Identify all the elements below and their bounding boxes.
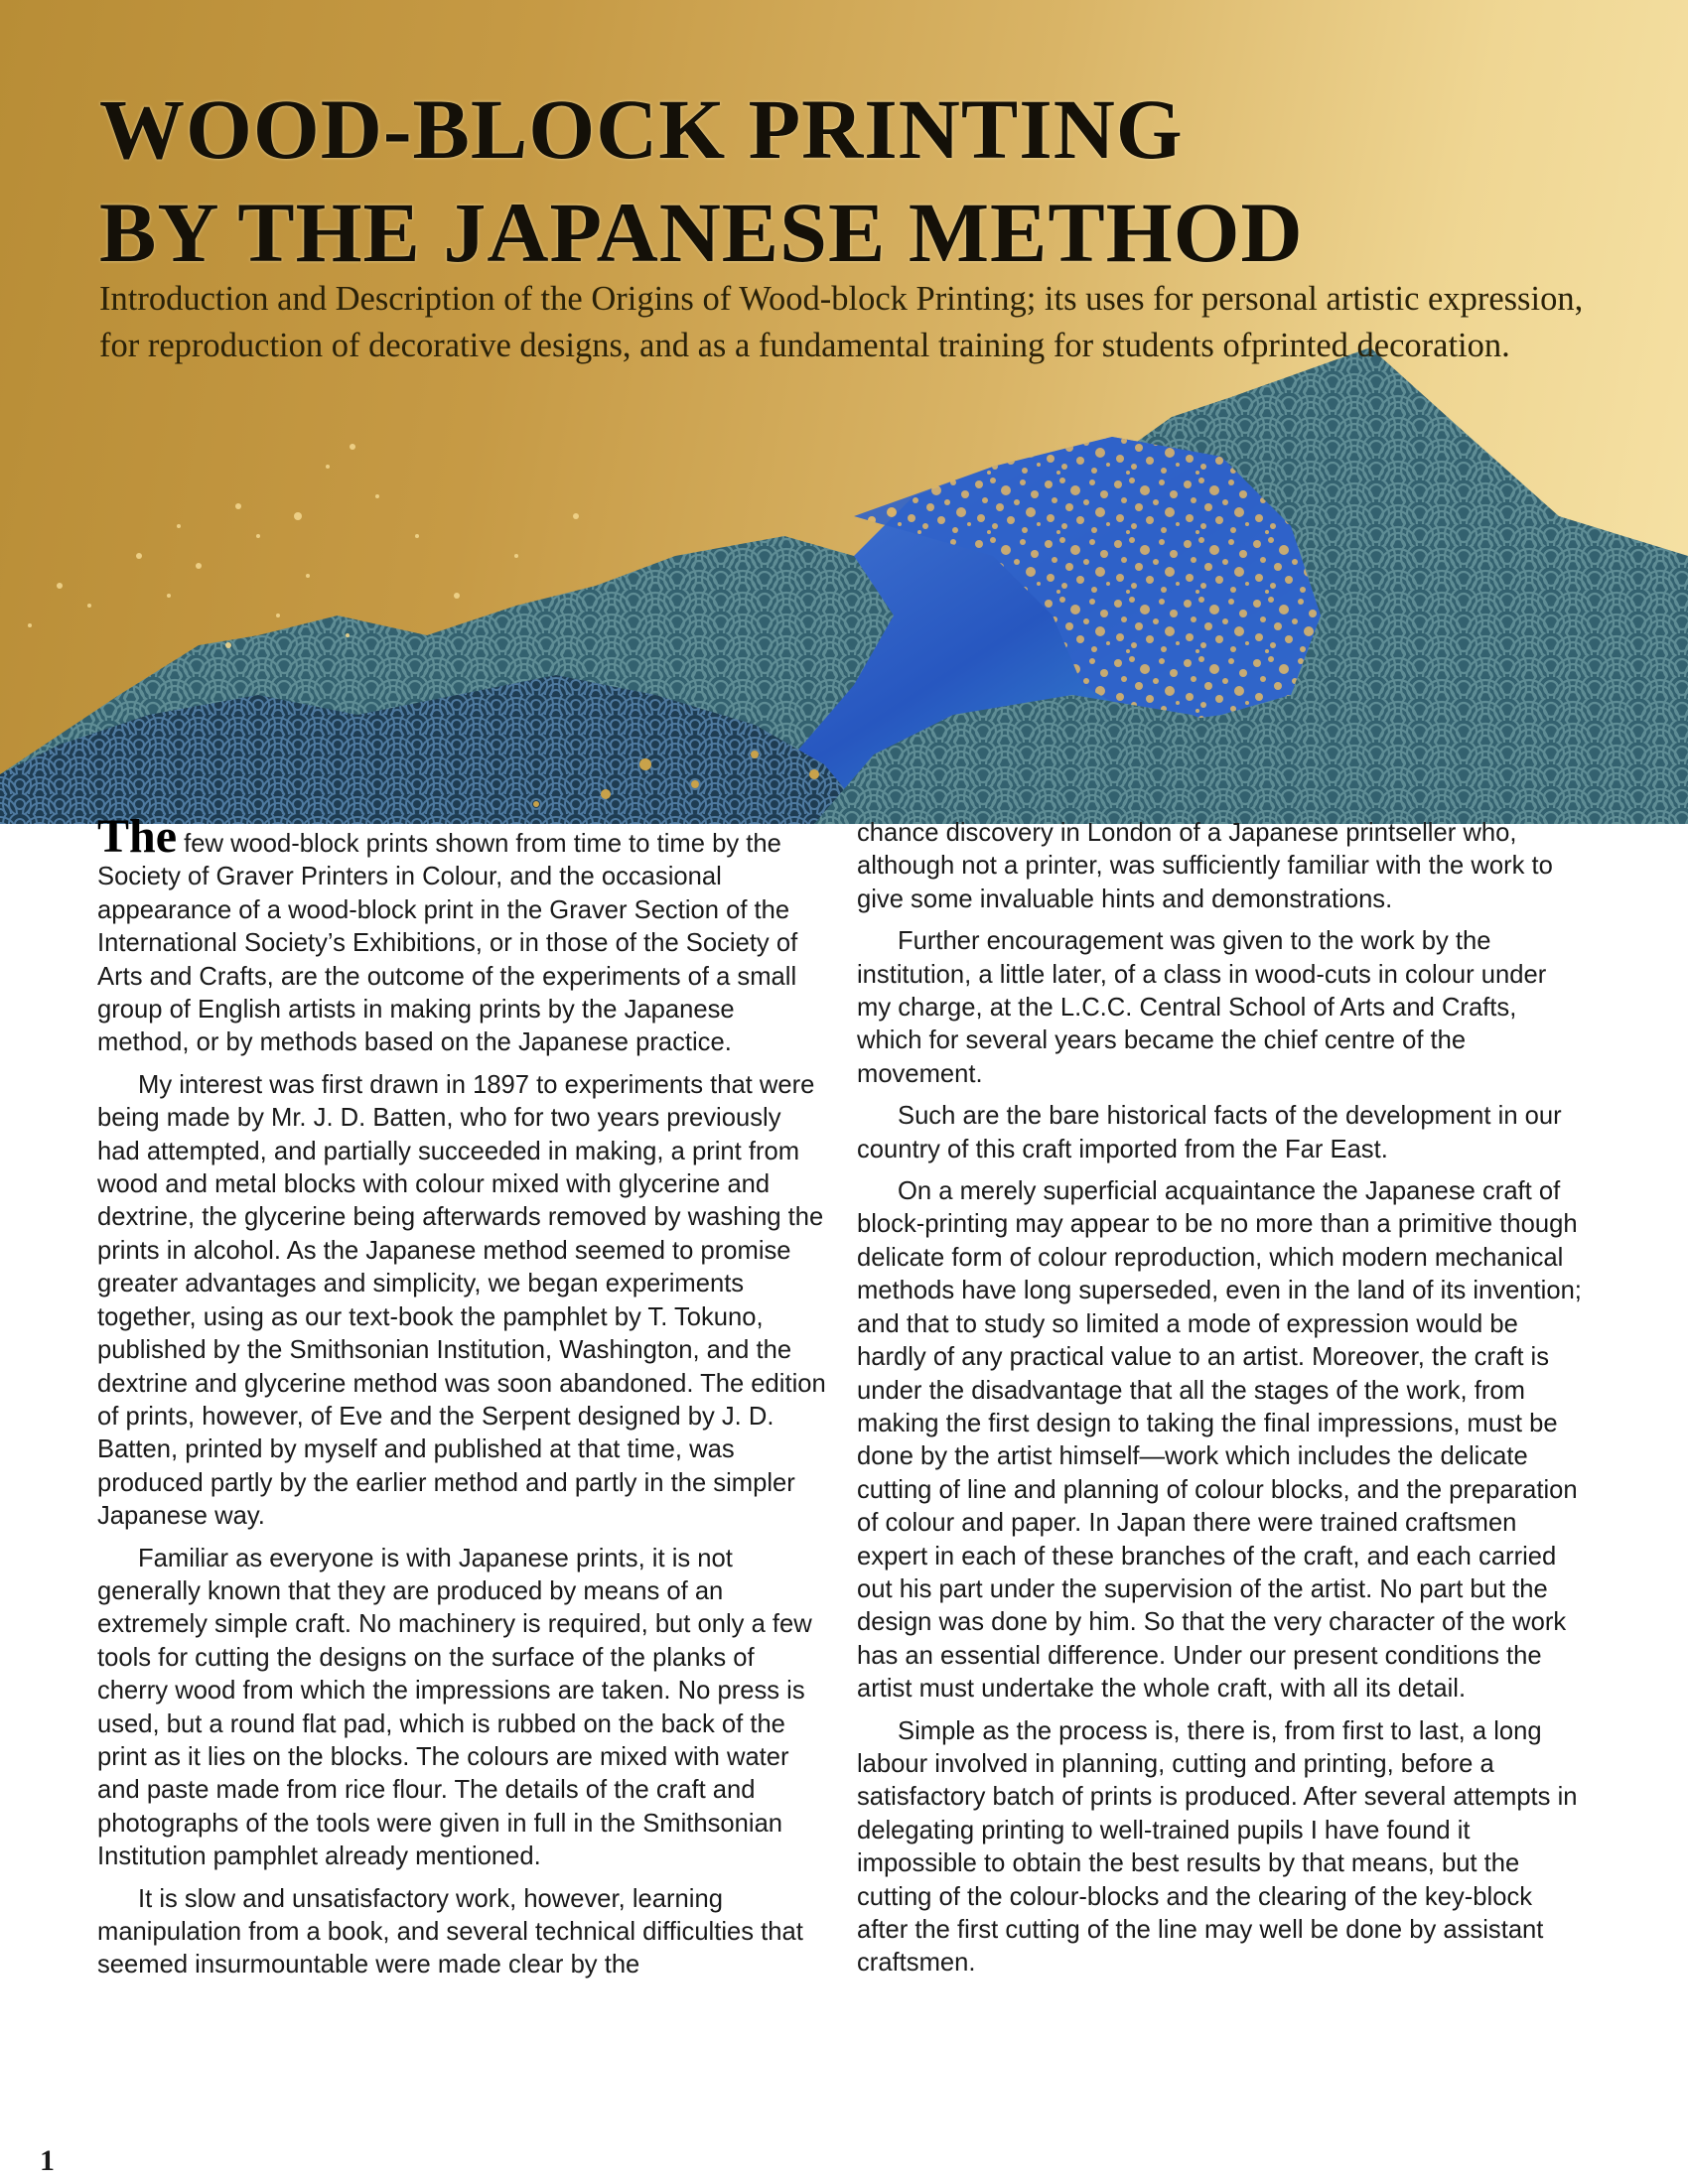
- page-number: 1: [40, 2144, 55, 2177]
- paragraph-5: chance discovery in London of a Japanese printseller who, although not a printer, was sufficiently familiar with the work to give some invaluable hints and demonstrations.: [857, 819, 1553, 913]
- paragraph-1: [97, 810, 827, 1060]
- title-line-2: BY THE JAPANESE METHOD: [99, 185, 1304, 280]
- subtitle: Introduction and Description of the Origins of Wood-block Printing; its uses for personal artistic expression, for reproduction of decorative designs, and as a fundamental training for students ofprinted decoration.: [99, 280, 1584, 364]
- paragraph-3: Familiar as everyone is with Japanese prints, it is not generally known that they are produced by means of an extremely simple craft. No machinery is required, but only a few tools for cutting the designs on the surface of the planks of cherry wood from which the impressions are taken. No press is used, but a round flat pad, which is rubbed on the back of the print as it lies on the blocks. The colours are mixed with water and paste made from rice flour. The details of the craft and photographs of the tools were given in full in the Smithsonian Institution pamphlet already mentioned.: [97, 1544, 812, 1871]
- article-column-right: [857, 817, 1587, 1989]
- title-line-1: WOOD-BLOCK PRINTING: [99, 81, 1184, 177]
- article-column-left: [97, 810, 827, 1991]
- paragraph-6: Further encouragement was given to the work by the institution, a little later, of a class in wood-cuts in colour under my charge, at the L.C.C. Central School of Arts and Crafts, which for several years became the chief centre of the movement.: [857, 927, 1547, 1088]
- paragraph-2: My interest was first drawn in 1897 to experiments that were being made by Mr. J. D. Batten, who for two years previously had attempted, and partially succeeded in making, a print from wood and metal blocks with colour mixed with glycerine and dextrine, the glycerine being afterwards removed by washing the prints in alcohol. As the Japanese method seemed to promise greater advantages and simplicity, we began experiments together, using as our text-book the pamphlet by T. Tokuno, published by the Smithsonian Institution, Washington, and the dextrine and glycerine method was soon abandoned. The edition of prints, however, of Eve and the Serpent designed by J. D. Batten, printed by myself and published at that time, was produced partly by the earlier method and partly in the simpler Japanese way.: [97, 1070, 826, 1531]
- header-banner: [0, 0, 1688, 824]
- paragraph-1-text: few wood-block prints shown from time to time by the Society of Graver Printers in Colour, and the occasional appearance of a wood-block print in the Graver Section of the International Society’s Exhibitions, or in those of the Society of Arts and Crafts, are the outcome of the experiments of a small group of English artists in making prints by the Japanese method, or by methods based on the Japanese practice.: [97, 830, 798, 1057]
- paragraph-8: On a merely superficial acquaintance the Japanese craft of block-printing may appear to be no more than a primitive though delicate form of colour reproduction, which modern mechanical methods have long superseded, even in the land of its invention; and that to study so limited a mode of expression would be hardly of any practical value to an artist. Moreover, the craft is under the disadvantage that all the stages of the work, from making the first design to taking the final impressions, must be done by the artist himself—work which includes the delicate cutting of line and planning of colour blocks, and the preparation of colour and paper. In Japan there were trained craftsmen expert in each of these branches of the craft, and each carried out his part under the supervision of the artist. No part but the design was done by him. So that the very character of the work has an essential difference. Under our present conditions the artist must undertake the whole craft, with all its detail.: [857, 1177, 1582, 1704]
- drop-word: The: [97, 810, 178, 863]
- paragraph-7: Such are the bare historical facts of the development in our country of this craft imported from the Far East.: [857, 1102, 1562, 1163]
- paragraph-4: It is slow and unsatisfactory work, however, learning manipulation from a book, and several technical difficulties that seemed insurmountable were made clear by the: [97, 1884, 803, 1979]
- paragraph-9: Simple as the process is, there is, from first to last, a long labour involved in planning, cutting and printing, before a satisfactory batch of prints is produced. After several attempts in delegating printing to well-trained pupils I have found it impossible to obtain the best results by that means, but the cutting of the colour-blocks and the clearing of the key-block after the first cutting of the line may well be done by assistant craftsmen.: [857, 1716, 1578, 1978]
- page-title: [99, 77, 1304, 284]
